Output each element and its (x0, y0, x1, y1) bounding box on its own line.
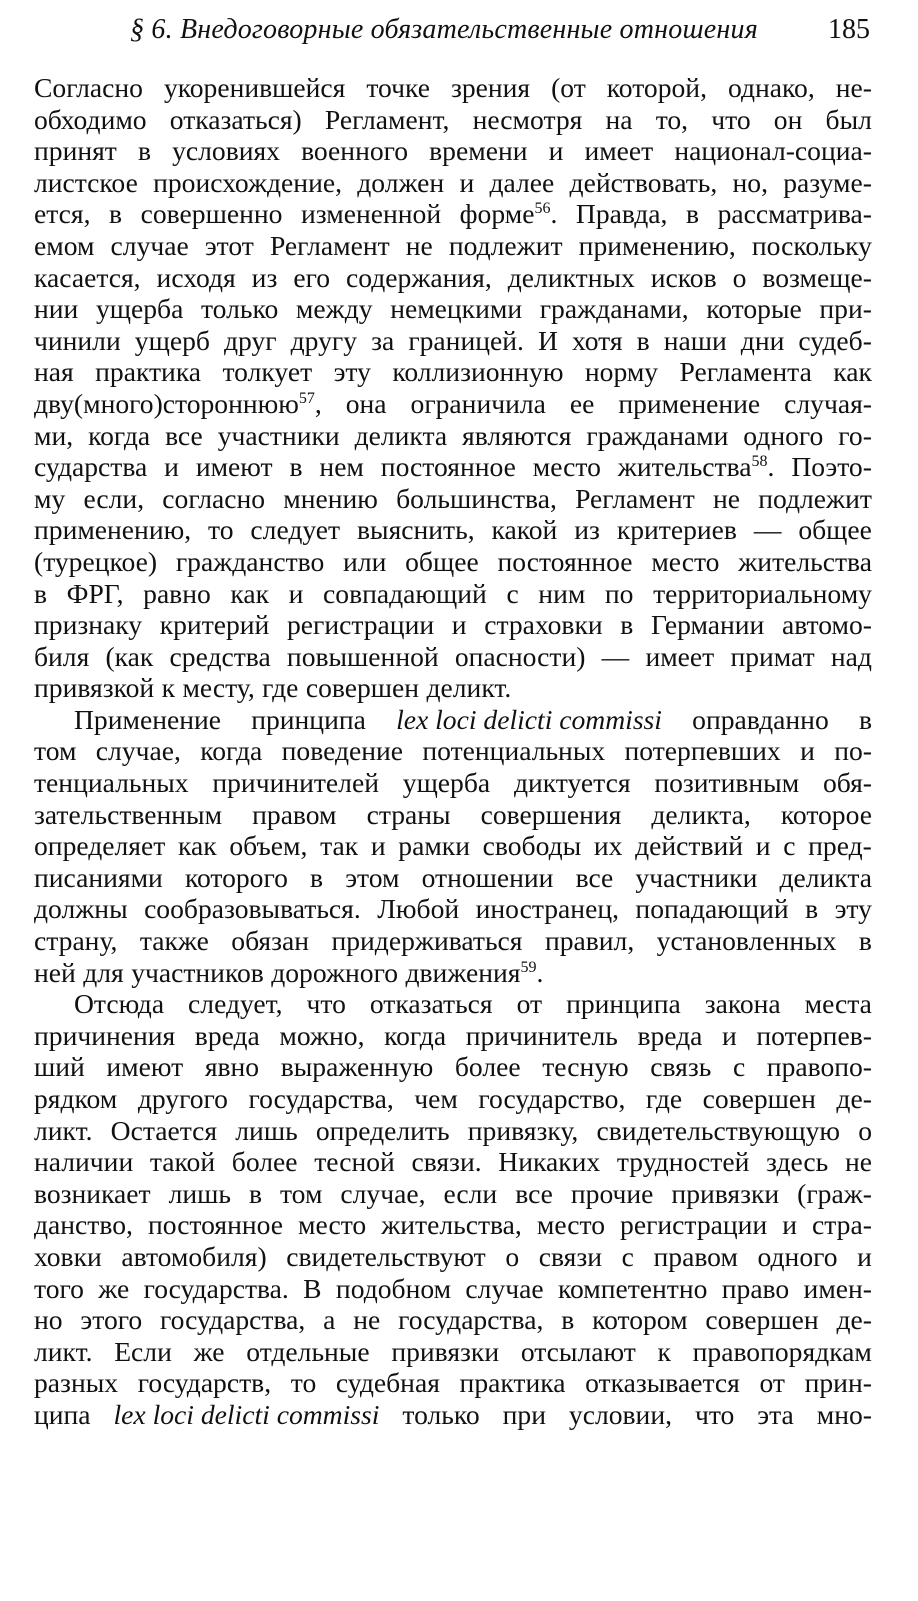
text-line: обходимо отказаться) Регламент, несмотря на то, что он был (34, 103, 872, 135)
text-line: наличии такой более тесной связи. Никаких трудностей здесь не (34, 1146, 872, 1178)
running-header (34, 14, 872, 58)
text-line: ликт. Если же отдельные привязки отсылают к правопорядкам (34, 1335, 872, 1367)
page-number: 185 (828, 14, 870, 45)
text-line: (турецкое) гражданство или общее постоянное место жительства (34, 545, 872, 577)
text-line: рядком другого государства, чем государство, где совершен де- (34, 1083, 872, 1114)
text-line: ципа lex loci delicti commissi только при условии, что эта мно- (34, 1398, 872, 1430)
text-line: ми, когда все участники деликта являются гражданами одного го- (34, 419, 872, 451)
text-line: признаку критерий регистрации и страховки в Германии автомо- (34, 609, 872, 641)
text-line: ликт. Остается лишь определить привязку, свидетельствующую о (34, 1114, 872, 1146)
paragraph (34, 72, 872, 704)
paragraph (34, 988, 872, 1430)
text-line: страну, также обязан придерживаться правил, установленных в (34, 925, 872, 957)
book-page (34, 14, 872, 1431)
text-line: ется, в совершенно измененной форме$^{56}$. Правда, в рассматрива- (34, 198, 872, 230)
text-line: ная практика толкует эту коллизионную норму Регламента как (34, 356, 872, 388)
text-line: должны сообразовываться. Любой иностранец, попадающий в эту (34, 893, 872, 925)
body-text (34, 72, 872, 1431)
text-line: листское происхождение, должен и далее действовать, но, разуме- (34, 166, 872, 198)
text-line: данство, постоянное место жительства, место регистрации и стра- (34, 1209, 872, 1241)
text-line: му если, согласно мнению большинства, Регламент не подлежит (34, 482, 872, 514)
text-line: привязкой к месту, где совершен деликт. (34, 672, 512, 704)
paragraph (34, 704, 872, 988)
text-line: чинили ущерб друг другу за границей. И хотя в наши дни судеб- (34, 324, 872, 356)
text-line: Согласно укоренившейся точке зрения (от которой, однако, не- (34, 72, 872, 103)
text-line: писаниями которого в этом отношении все участники деликта (34, 861, 872, 893)
text-line: биля (как средства повышенной опасности) — имеет примат над (34, 640, 872, 672)
text-line: ховки автомобиля) свидетельствуют о связи с правом одного и (34, 1240, 872, 1272)
text-line: применению, то следует выяснить, какой из критериев — общее (34, 514, 872, 546)
text-line: определяет как объем, так и рамки свободы их действий и с пред- (34, 830, 872, 862)
text-line: причинения вреда можно, когда причинитель вреда и потерпев- (34, 1019, 872, 1051)
text-line: касается, исходя из его содержания, деликтных исков о возмеще- (34, 261, 872, 293)
text-line: Отсюда следует, что отказаться от принципа закона места (74, 988, 872, 1020)
text-line: нии ущерба только между немецкими гражданами, которые при- (34, 293, 872, 325)
text-line: зательственным правом страны совершения деликта, которое (34, 798, 872, 830)
text-line: Применение принципа lex loci delicti commissi оправданно в (74, 703, 872, 735)
text-line: ней для участников дорожного движения$^{59}$. (34, 956, 544, 988)
section-title: § 6. Внедоговорные обязательственные отношения (130, 14, 758, 45)
text-line: принят в условиях военного времени и имеет национал-социа- (34, 135, 872, 167)
text-line: но этого государства, а не государства, в котором совершен де- (34, 1304, 872, 1336)
text-line: сударства и имеют в нем постоянное место жительства$^{58}$. Поэто- (34, 451, 872, 483)
text-line: дву(много)стороннюю$^{57}$, она ограничила ее применение случая- (34, 387, 872, 419)
text-line: возникает лишь в том случае, если все прочие привязки (граж- (34, 1177, 872, 1209)
text-line: емом случае этот Регламент не подлежит применению, поскольку (34, 229, 872, 261)
text-line: ший имеют явно выраженную более тесную связь с правопо- (34, 1051, 872, 1083)
text-line: разных государств, то судебная практика отказывается от прин- (34, 1367, 872, 1399)
text-line: тенциальных причинителей ущерба диктуется позитивным обя- (34, 767, 872, 799)
text-line: том случае, когда поведение потенциальных потерпевших и по- (34, 735, 872, 767)
text-line: в ФРГ, равно как и совпадающий с ним по территориальному (34, 577, 872, 609)
text-line: того же государства. В подобном случае компетентно право имен- (34, 1272, 872, 1304)
